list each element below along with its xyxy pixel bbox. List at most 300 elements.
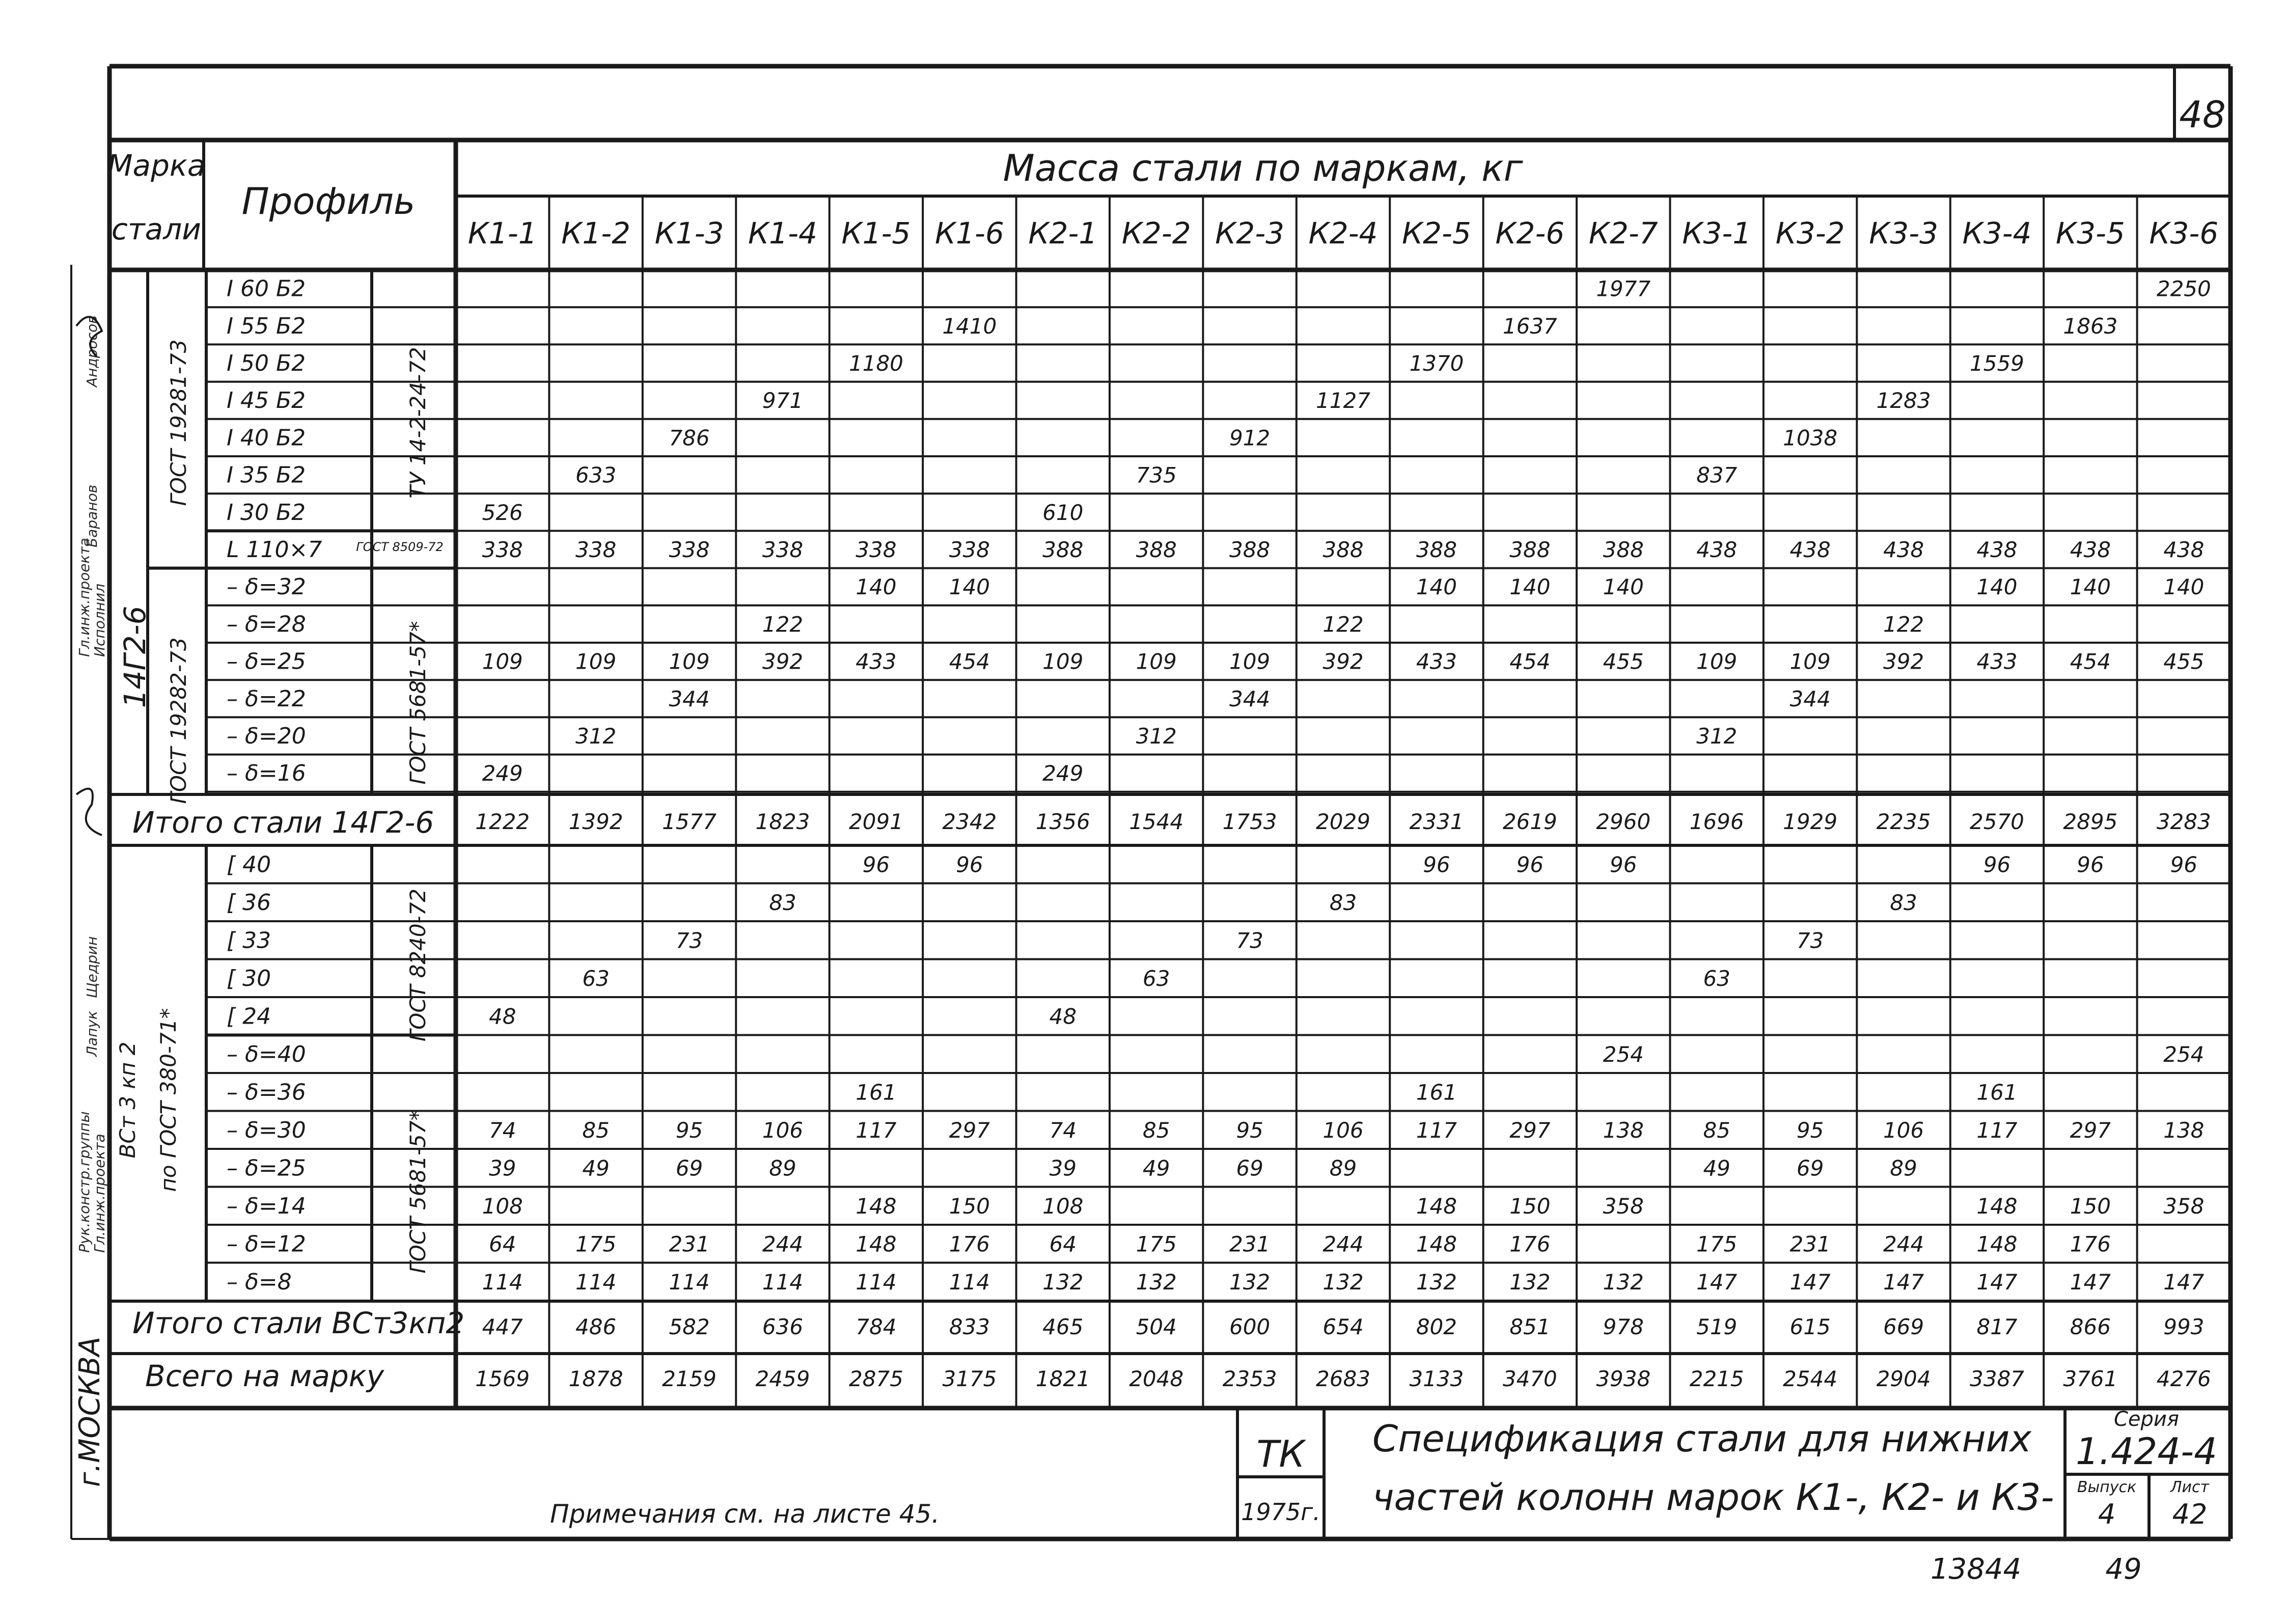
total-value: 1222 bbox=[475, 809, 530, 834]
mass-value: 338 bbox=[949, 537, 990, 562]
column-header: К2-1 bbox=[1028, 216, 1098, 251]
total-value: 3133 bbox=[1409, 1366, 1464, 1391]
total-value: 447 bbox=[482, 1314, 523, 1339]
mass-value: 106 bbox=[1883, 1117, 1924, 1143]
mass-value: 455 bbox=[2163, 649, 2205, 674]
mass-value: 786 bbox=[669, 425, 710, 451]
total-value: 851 bbox=[1509, 1314, 1551, 1339]
mass-value: 338 bbox=[575, 537, 617, 562]
total-value: 993 bbox=[2163, 1314, 2205, 1339]
sheet-number: 48 bbox=[2179, 93, 2226, 136]
profile-label: L 110×7 bbox=[227, 537, 322, 563]
mass-value: 231 bbox=[1789, 1231, 1831, 1257]
mass-value: 132 bbox=[1416, 1269, 1457, 1295]
mass-value: 106 bbox=[762, 1117, 804, 1143]
gost-5681-57-a: ГОСТ 5681-57* bbox=[405, 621, 430, 785]
mass-value: 48 bbox=[1049, 1004, 1077, 1029]
total-value: 978 bbox=[1603, 1314, 1644, 1339]
mass-value: 297 bbox=[949, 1117, 990, 1143]
mass-value: 48 bbox=[488, 1004, 516, 1029]
mass-value: 454 bbox=[949, 649, 990, 674]
mass-value: 49 bbox=[582, 1155, 610, 1181]
mass-value: 161 bbox=[1416, 1080, 1457, 1105]
mass-value: 147 bbox=[2070, 1269, 2111, 1295]
page-number: 49 bbox=[2105, 1553, 2142, 1586]
mass-value: 89 bbox=[1329, 1155, 1357, 1181]
mass-value: 338 bbox=[856, 537, 897, 562]
total-value: 2683 bbox=[1316, 1366, 1370, 1391]
mass-value: 388 bbox=[1509, 537, 1551, 562]
mass-value: 175 bbox=[1696, 1231, 1738, 1257]
margin-stamps bbox=[73, 315, 108, 1487]
mass-value: 161 bbox=[856, 1080, 897, 1105]
total-value: 1929 bbox=[1783, 809, 1838, 834]
total-value: 519 bbox=[1696, 1314, 1738, 1339]
mass-value: 96 bbox=[1983, 852, 2011, 877]
total-value: 1753 bbox=[1222, 809, 1277, 834]
mass-value: 73 bbox=[1236, 928, 1263, 953]
city-stamp: г.МОСКВА bbox=[73, 1336, 106, 1487]
profile-label: – δ=25 bbox=[227, 1155, 306, 1181]
mass-value: 109 bbox=[1229, 649, 1271, 674]
mass-value: 454 bbox=[1509, 649, 1551, 674]
mass-value: 73 bbox=[1796, 928, 1824, 953]
mass-value: 64 bbox=[488, 1231, 516, 1257]
mass-value: 312 bbox=[1696, 724, 1738, 749]
total-value: 654 bbox=[1323, 1314, 1364, 1339]
total-value: 1821 bbox=[1035, 1366, 1090, 1391]
mass-value: 109 bbox=[1136, 649, 1177, 674]
mass-value: 132 bbox=[1136, 1269, 1177, 1295]
total-value: 2875 bbox=[848, 1366, 903, 1391]
stamp-role-2: Гл.инж.проекта bbox=[91, 1134, 108, 1253]
mass-value: 1977 bbox=[1596, 276, 1651, 301]
mass-value: 1283 bbox=[1876, 388, 1931, 414]
column-header: К2-3 bbox=[1215, 216, 1285, 251]
stamp-role-4: Исполнил bbox=[91, 583, 108, 657]
header-profile: Профиль bbox=[241, 180, 416, 223]
mass-value: 95 bbox=[1796, 1117, 1824, 1143]
mass-value: 69 bbox=[1236, 1155, 1263, 1181]
total-vst3kp2-label: Итого стали ВСт3кп2 bbox=[132, 1306, 465, 1340]
footnote: Примечания см. на листе 45. bbox=[550, 1499, 940, 1529]
mass-value: 83 bbox=[1890, 890, 1917, 915]
title-line2: частей колонн марок К1-, К2- и К3- bbox=[1372, 1476, 2054, 1519]
profile-label: – δ=32 bbox=[227, 574, 306, 600]
mass-value: 338 bbox=[482, 537, 523, 562]
mass-value: 388 bbox=[1136, 537, 1177, 562]
profile-label: – δ=12 bbox=[227, 1231, 306, 1257]
gost-19282: ГОСТ 19282-73 bbox=[166, 637, 191, 804]
total-value: 636 bbox=[762, 1314, 804, 1339]
gost-5681-57-b: ГОСТ 5681-57* bbox=[405, 1110, 430, 1274]
column-header: К2-7 bbox=[1588, 216, 1658, 251]
seria-value: 1.424-4 bbox=[2076, 1430, 2217, 1473]
mass-value: 438 bbox=[1789, 537, 1831, 562]
mass-value: 433 bbox=[856, 649, 897, 674]
mass-value: 1038 bbox=[1783, 425, 1838, 451]
header-mass-title: Масса стали по маркам, кг bbox=[1003, 147, 1523, 189]
mass-value: 971 bbox=[762, 388, 804, 414]
steel-grade-vst3kp2: ВСт 3 кп 2 bbox=[115, 1041, 140, 1159]
profile-label: I 30 Б2 bbox=[227, 499, 306, 526]
list-value: 42 bbox=[2172, 1498, 2208, 1530]
mass-value: 148 bbox=[856, 1193, 897, 1219]
total-value: 2619 bbox=[1502, 809, 1557, 834]
total-value: 1356 bbox=[1035, 809, 1090, 834]
mass-value: 147 bbox=[1976, 1269, 2018, 1295]
profile-label: [ 36 bbox=[227, 889, 271, 916]
mass-value: 140 bbox=[2070, 574, 2111, 600]
mass-value: 338 bbox=[669, 537, 710, 562]
mass-value: 69 bbox=[675, 1155, 703, 1181]
mass-value: 140 bbox=[1603, 574, 1644, 600]
mass-value: 344 bbox=[1229, 686, 1271, 711]
mass-value: 312 bbox=[575, 724, 617, 749]
profile-column bbox=[227, 276, 322, 1295]
mass-value: 1127 bbox=[1316, 388, 1370, 414]
mass-value: 148 bbox=[1416, 1193, 1457, 1219]
total-value: 2235 bbox=[1876, 809, 1931, 834]
mass-value: 96 bbox=[1423, 852, 1450, 877]
mass-value: 114 bbox=[575, 1269, 617, 1295]
mass-value: 63 bbox=[1703, 966, 1730, 991]
stamp-name-4: Андросов bbox=[84, 315, 100, 387]
mass-value: 526 bbox=[482, 500, 523, 525]
total-value: 1878 bbox=[568, 1366, 623, 1391]
vypusk-label: Выпуск bbox=[2077, 1478, 2137, 1496]
total-value: 2342 bbox=[942, 809, 997, 834]
mass-value: 148 bbox=[856, 1231, 897, 1257]
mass-value: 438 bbox=[1696, 537, 1738, 562]
mass-value: 1637 bbox=[1502, 313, 1557, 339]
mass-value: 96 bbox=[2170, 852, 2198, 877]
mass-value: 344 bbox=[669, 686, 710, 711]
mass-value: 132 bbox=[1509, 1269, 1551, 1295]
profile-label: I 45 Б2 bbox=[227, 388, 306, 414]
total-value: 833 bbox=[949, 1314, 990, 1339]
total-value: 2029 bbox=[1316, 809, 1370, 834]
mass-value: 1370 bbox=[1409, 351, 1464, 376]
column-header: К3-5 bbox=[2055, 216, 2125, 251]
mass-value: 83 bbox=[1329, 890, 1357, 915]
mass-value: 438 bbox=[1976, 537, 2018, 562]
column-header: К1-6 bbox=[934, 216, 1004, 251]
steel-grade-14g2-6: 14Г2-6 bbox=[118, 605, 152, 708]
column-header: К1-4 bbox=[748, 216, 817, 251]
profile-label: – δ=22 bbox=[227, 685, 306, 712]
mass-value: 122 bbox=[762, 612, 804, 637]
stamp-name-2: Лапук bbox=[84, 1010, 100, 1057]
mass-value: 96 bbox=[1610, 852, 1637, 877]
column-header: К3-2 bbox=[1775, 216, 1845, 251]
column-header: К3-3 bbox=[1869, 216, 1938, 251]
total-value: 582 bbox=[669, 1314, 710, 1339]
total-value: 817 bbox=[1976, 1314, 2018, 1339]
list-label: Лист bbox=[2170, 1478, 2210, 1496]
mass-value: 140 bbox=[1509, 574, 1551, 600]
total-value: 3938 bbox=[1596, 1366, 1651, 1391]
profile-label: [ 40 bbox=[227, 851, 271, 878]
mass-value: 49 bbox=[1703, 1155, 1730, 1181]
mass-value: 39 bbox=[488, 1155, 516, 1181]
total-value: 615 bbox=[1789, 1314, 1831, 1339]
mass-value: 1559 bbox=[1970, 351, 2024, 376]
mass-value: 109 bbox=[575, 649, 617, 674]
mass-value: 244 bbox=[1883, 1231, 1924, 1257]
mass-value: 108 bbox=[1042, 1193, 1084, 1219]
mass-value: 231 bbox=[669, 1231, 710, 1257]
total-value: 784 bbox=[856, 1314, 897, 1339]
mass-value: 176 bbox=[1509, 1231, 1551, 1257]
total-value: 1392 bbox=[568, 809, 623, 834]
mass-value: 392 bbox=[762, 649, 804, 674]
seria-label: Серия bbox=[2114, 1408, 2179, 1431]
mass-value: 433 bbox=[1416, 649, 1457, 674]
mass-value: 297 bbox=[2070, 1117, 2111, 1143]
column-headers bbox=[468, 216, 2219, 251]
total-value: 3470 bbox=[1502, 1366, 1557, 1391]
gost-8240-72: ГОСТ 8240-72 bbox=[405, 888, 430, 1042]
profile-label: I 50 Б2 bbox=[227, 350, 306, 376]
mass-value: 69 bbox=[1796, 1155, 1824, 1181]
total-value: 465 bbox=[1042, 1314, 1084, 1339]
header-stali: стали bbox=[112, 212, 201, 246]
total-value: 3283 bbox=[2156, 809, 2211, 834]
mass-value: 1863 bbox=[2063, 313, 2118, 339]
mass-value: 140 bbox=[2163, 574, 2205, 600]
title-line1: Спецификация стали для нижних bbox=[1372, 1417, 2031, 1460]
column-header: К1-3 bbox=[654, 216, 724, 251]
mass-value: 114 bbox=[762, 1269, 804, 1295]
total-value: 600 bbox=[1229, 1314, 1271, 1339]
mass-value: 438 bbox=[2163, 537, 2205, 562]
mass-value: 388 bbox=[1042, 537, 1084, 562]
tu-14-2-24-72: ТУ 14-2-24-72 bbox=[405, 347, 430, 499]
mass-value: 388 bbox=[1416, 537, 1457, 562]
header-marka: Марка bbox=[107, 148, 206, 183]
mass-value: 85 bbox=[582, 1117, 610, 1143]
mass-value: 150 bbox=[1509, 1193, 1551, 1219]
mass-value: 254 bbox=[1603, 1041, 1644, 1067]
mass-value: 455 bbox=[1603, 649, 1644, 674]
column-header: К2-4 bbox=[1308, 216, 1378, 251]
stamp-role-1: Рук.констр.группы bbox=[76, 1111, 93, 1253]
profile-label: I 40 Б2 bbox=[227, 425, 306, 451]
total-value: 2048 bbox=[1129, 1366, 1184, 1391]
mass-value: 433 bbox=[1976, 649, 2018, 674]
mass-value: 109 bbox=[1696, 649, 1738, 674]
mass-value: 176 bbox=[2070, 1231, 2111, 1257]
mass-value: 138 bbox=[2163, 1117, 2205, 1143]
mass-value: 912 bbox=[1229, 425, 1271, 451]
total-value: 1823 bbox=[755, 809, 810, 834]
mass-value: 132 bbox=[1603, 1269, 1644, 1295]
mass-value: 358 bbox=[2163, 1193, 2205, 1219]
mass-value: 63 bbox=[582, 966, 610, 991]
mass-value: 176 bbox=[949, 1231, 990, 1257]
gost-8509-72: ГОСТ 8509-72 bbox=[356, 540, 444, 554]
total-value: 2159 bbox=[662, 1366, 717, 1391]
mass-value: 96 bbox=[2077, 852, 2104, 877]
mass-value: 109 bbox=[1042, 649, 1084, 674]
year: 1975г. bbox=[1241, 1498, 1320, 1526]
mass-value: 147 bbox=[1696, 1269, 1738, 1295]
mass-value: 231 bbox=[1229, 1231, 1271, 1257]
total-value: 669 bbox=[1883, 1314, 1924, 1339]
mass-value: 610 bbox=[1042, 500, 1084, 525]
mass-value: 175 bbox=[1136, 1231, 1177, 1257]
mass-value: 114 bbox=[949, 1269, 990, 1295]
mass-value: 454 bbox=[2070, 649, 2111, 674]
total-value: 866 bbox=[2070, 1314, 2111, 1339]
total-value: 3761 bbox=[2063, 1366, 2118, 1391]
mass-value: 106 bbox=[1323, 1117, 1364, 1143]
mass-value: 312 bbox=[1136, 724, 1177, 749]
total-value: 2091 bbox=[848, 809, 903, 834]
mass-value: 122 bbox=[1883, 612, 1924, 637]
grand-total-label: Всего на марку bbox=[145, 1359, 384, 1393]
profile-label: – δ=40 bbox=[227, 1041, 306, 1067]
column-header: К1-2 bbox=[561, 216, 631, 251]
mass-value: 64 bbox=[1049, 1231, 1077, 1257]
total-value: 486 bbox=[575, 1314, 617, 1339]
column-header: К1-1 bbox=[467, 216, 537, 251]
mass-value: 117 bbox=[856, 1117, 897, 1143]
mass-value: 392 bbox=[1883, 649, 1924, 674]
mass-value: 344 bbox=[1789, 686, 1831, 711]
mass-value: 438 bbox=[2070, 537, 2111, 562]
mass-value: 161 bbox=[1976, 1080, 2018, 1105]
mass-value: 122 bbox=[1323, 612, 1364, 637]
gost-19281: ГОСТ 19281-73 bbox=[166, 339, 191, 506]
profile-label: [ 33 bbox=[227, 927, 271, 954]
signature-2 bbox=[76, 789, 102, 835]
mass-value: 147 bbox=[2163, 1269, 2205, 1295]
total-value: 2904 bbox=[1876, 1366, 1931, 1391]
profile-label: [ 30 bbox=[227, 965, 271, 992]
total-value: 2215 bbox=[1689, 1366, 1744, 1391]
mass-value: 150 bbox=[949, 1193, 990, 1219]
profile-label: – δ=8 bbox=[227, 1269, 292, 1295]
total-value: 1696 bbox=[1689, 809, 1744, 834]
column-header: К1-5 bbox=[841, 216, 911, 251]
stamp-role-3: Гл.инж.проекта bbox=[76, 538, 93, 657]
mass-value: 837 bbox=[1696, 462, 1738, 488]
column-header: К3-6 bbox=[2149, 216, 2219, 251]
mass-value: 74 bbox=[488, 1117, 516, 1143]
mass-value: 138 bbox=[1603, 1117, 1644, 1143]
mass-value: 140 bbox=[856, 574, 897, 600]
mass-value: 109 bbox=[669, 649, 710, 674]
mass-value: 249 bbox=[482, 761, 523, 786]
mass-value: 109 bbox=[1789, 649, 1831, 674]
mass-value: 132 bbox=[1042, 1269, 1084, 1295]
profile-label: I 55 Б2 bbox=[227, 313, 306, 339]
profile-label: I 60 Б2 bbox=[227, 276, 306, 302]
total-value: 3387 bbox=[1970, 1366, 2024, 1391]
mass-value: 85 bbox=[1703, 1117, 1730, 1143]
mass-value: 297 bbox=[1509, 1117, 1551, 1143]
mass-value: 175 bbox=[575, 1231, 617, 1257]
mass-value: 95 bbox=[1236, 1117, 1263, 1143]
mass-value: 73 bbox=[675, 928, 703, 953]
inventory-number: 13844 bbox=[1930, 1553, 2022, 1586]
mass-value: 109 bbox=[482, 649, 523, 674]
mass-value: 96 bbox=[1516, 852, 1544, 877]
profile-label: I 35 Б2 bbox=[227, 462, 306, 488]
mass-value: 392 bbox=[1323, 649, 1364, 674]
mass-value: 388 bbox=[1603, 537, 1644, 562]
column-header: К2-5 bbox=[1401, 216, 1471, 251]
mass-value: 249 bbox=[1042, 761, 1084, 786]
stamp-name-3: Щедрин bbox=[84, 936, 100, 998]
sheet-number-box bbox=[2174, 66, 2226, 140]
profile-label: – δ=36 bbox=[227, 1079, 306, 1106]
mass-value: 96 bbox=[862, 852, 890, 877]
mass-value: 150 bbox=[2070, 1193, 2111, 1219]
mass-value: 244 bbox=[1323, 1231, 1364, 1257]
mass-value: 438 bbox=[1883, 537, 1924, 562]
mass-value: 338 bbox=[762, 537, 804, 562]
mass-value: 358 bbox=[1603, 1193, 1644, 1219]
mass-value: 140 bbox=[1976, 574, 2018, 600]
mass-value: 117 bbox=[1416, 1117, 1457, 1143]
total-value: 2353 bbox=[1222, 1366, 1277, 1391]
mass-value: 89 bbox=[769, 1155, 796, 1181]
column-header: К3-1 bbox=[1682, 216, 1752, 251]
profile-label: – δ=20 bbox=[227, 723, 306, 749]
mass-value: 140 bbox=[1416, 574, 1457, 600]
total-value: 504 bbox=[1136, 1314, 1177, 1339]
tk-logo: ТК bbox=[1256, 1433, 1305, 1475]
stamp-name-1: Баранов bbox=[84, 484, 100, 547]
mass-value: 2250 bbox=[2156, 276, 2211, 301]
total-value: 2459 bbox=[755, 1366, 810, 1391]
column-header: К2-2 bbox=[1121, 216, 1191, 251]
mass-value: 74 bbox=[1049, 1117, 1077, 1143]
mass-value: 148 bbox=[1976, 1193, 2018, 1219]
mass-value: 147 bbox=[1883, 1269, 1924, 1295]
total-value: 3175 bbox=[942, 1366, 997, 1391]
mass-value: 244 bbox=[762, 1231, 804, 1257]
mass-value: 114 bbox=[669, 1269, 710, 1295]
column-header: К2-6 bbox=[1495, 216, 1565, 251]
profile-label: – δ=28 bbox=[227, 611, 306, 638]
column-header: К3-4 bbox=[1962, 216, 2032, 251]
mass-value: 148 bbox=[1416, 1231, 1457, 1257]
total-value: 2544 bbox=[1783, 1366, 1838, 1391]
mass-value: 63 bbox=[1142, 966, 1170, 991]
mass-value: 39 bbox=[1049, 1155, 1077, 1181]
mass-value: 132 bbox=[1323, 1269, 1364, 1295]
total-value: 2895 bbox=[2063, 809, 2118, 834]
total-value: 1577 bbox=[662, 809, 717, 834]
total-value: 2960 bbox=[1596, 809, 1651, 834]
total-14g2-6-label: Итого стали 14Г2-6 bbox=[132, 805, 434, 840]
mass-value: 114 bbox=[856, 1269, 897, 1295]
vypusk-value: 4 bbox=[2098, 1498, 2116, 1530]
total-value: 1544 bbox=[1129, 809, 1184, 834]
mass-value: 254 bbox=[2163, 1041, 2205, 1067]
mass-value: 140 bbox=[949, 574, 990, 600]
mass-value: 633 bbox=[575, 462, 617, 488]
mass-value: 108 bbox=[482, 1193, 523, 1219]
mass-value: 89 bbox=[1890, 1155, 1917, 1181]
total-value: 1569 bbox=[475, 1366, 530, 1391]
total-value: 4276 bbox=[2156, 1366, 2211, 1391]
mass-value: 132 bbox=[1229, 1269, 1271, 1295]
